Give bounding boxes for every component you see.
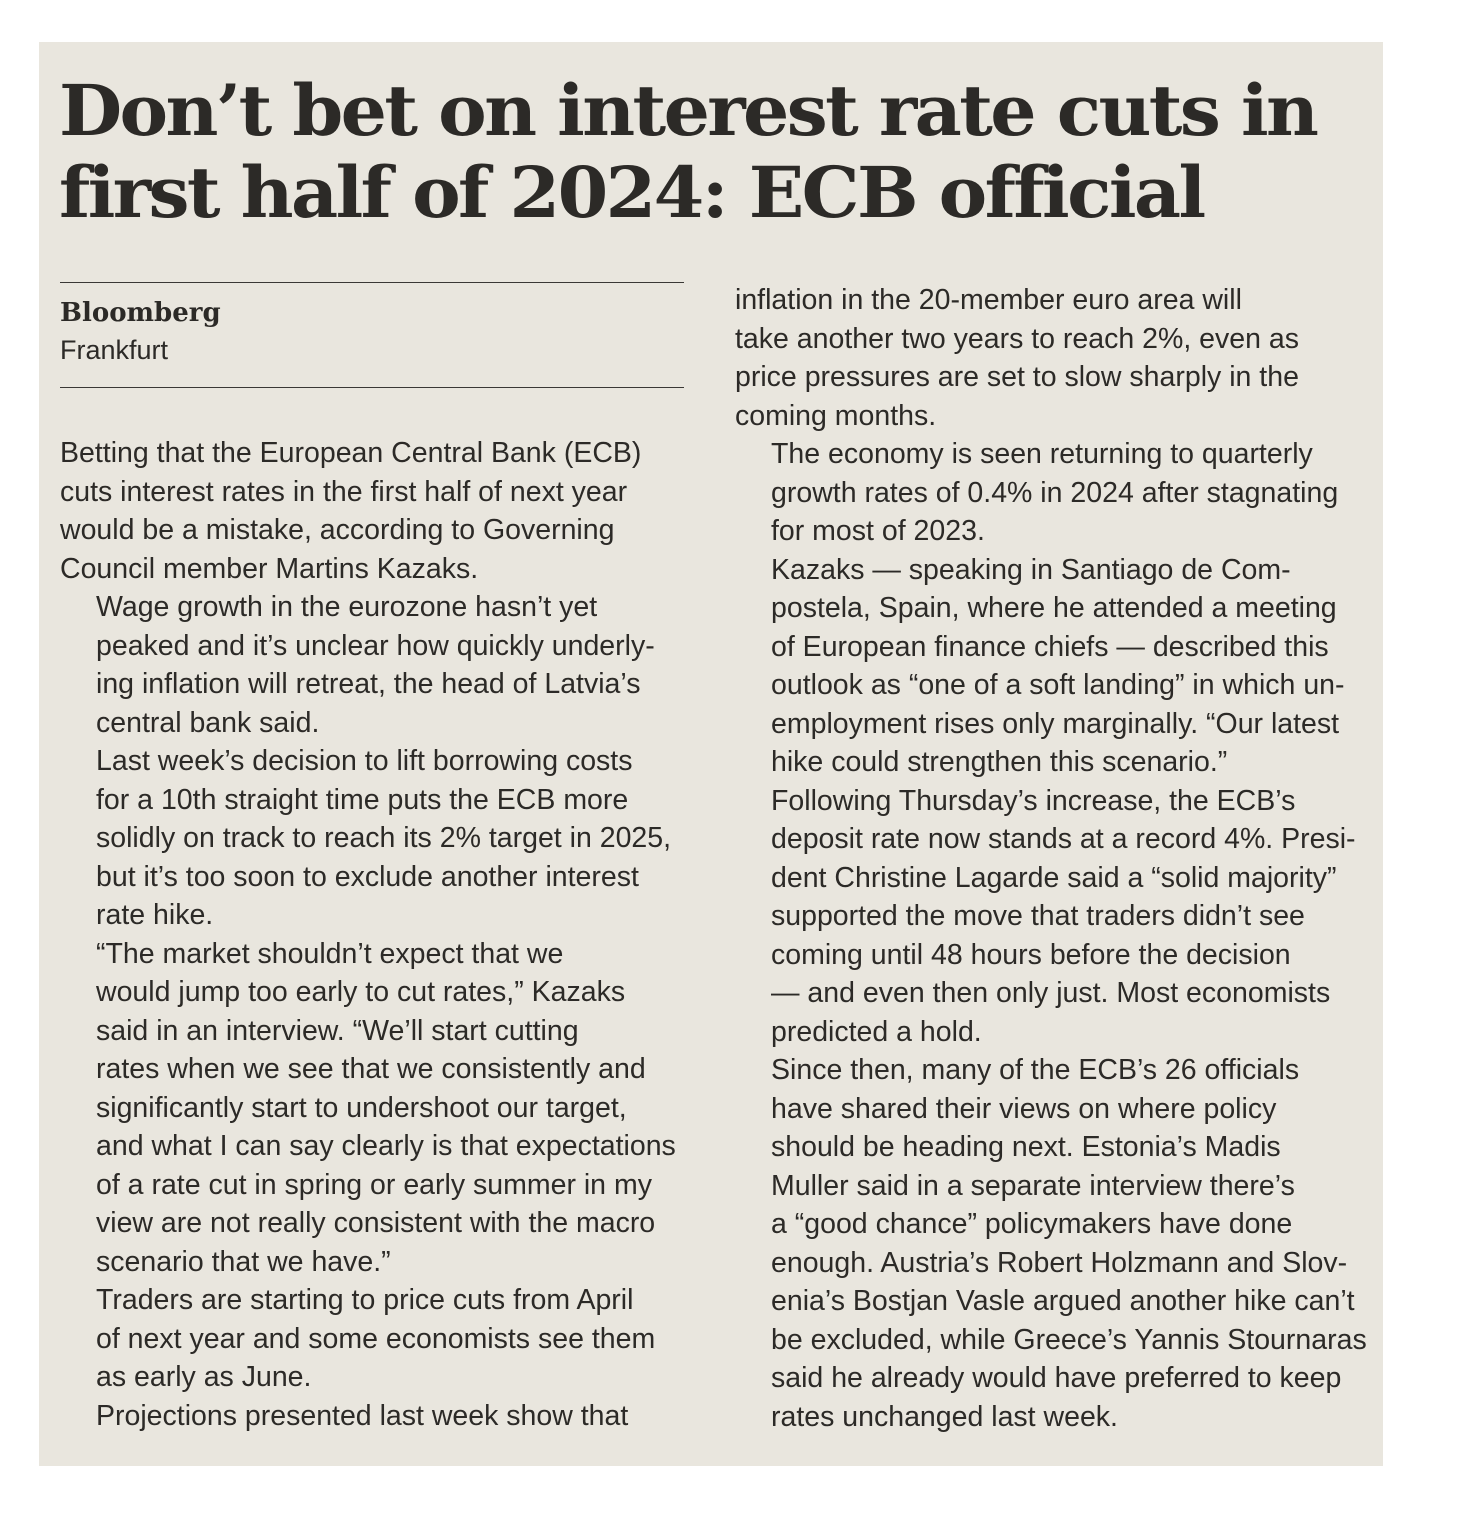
article-line: rates unchanged last week. <box>771 1400 1118 1433</box>
article-line: scenario that we have.” <box>96 1245 391 1278</box>
article-line: enough. Austria’s Robert Holzmann and Slov- <box>771 1246 1348 1279</box>
article-line: of European finance chiefs — described this <box>771 630 1329 663</box>
article-line: rate hike. <box>96 899 214 931</box>
article-line: employment rises only marginally. “Our latest <box>771 707 1340 740</box>
article-line: view are not really consistent with the macro <box>96 1207 656 1239</box>
byline-source: Bloomberg <box>60 298 221 328</box>
byline-dateline: Frankfurt <box>60 335 169 365</box>
article-line: have shared their views on where policy <box>771 1092 1277 1125</box>
article-line: Last week’s decision to lift borrowing costs <box>96 745 633 777</box>
article-line: Muller said in a separate interview there’s <box>771 1169 1295 1202</box>
article-line: Council member Martins Kazaks. <box>60 552 479 585</box>
byline <box>60 282 684 388</box>
article-line: coming until 48 hours before the decision <box>771 938 1291 971</box>
article-line: The economy is seen returning to quarterly <box>771 438 1313 470</box>
article-line: a “good chance” policymakers have done <box>771 1208 1293 1240</box>
article-paragraph <box>735 551 1365 782</box>
article-line: solidly on track to reach its 2% target in 2025, <box>96 822 672 854</box>
article-line: Kazaks — speaking in Santiago de Com- <box>771 553 1291 586</box>
article-line: take another two years to reach 2%, even as <box>735 322 1299 355</box>
article-paragraph <box>60 742 690 935</box>
article-line: of a rate cut in spring or early summer in my <box>96 1168 652 1201</box>
news-clipping <box>39 42 1383 1466</box>
article-line: hike could strengthen this scenario.” <box>771 746 1228 778</box>
headline-line: first half of 2024: ECB official <box>59 151 1204 234</box>
article-line: and what I can say clearly is that expectations <box>96 1130 676 1162</box>
article-line: enia’s Bostjan Vasle argued another hike can’t <box>771 1285 1355 1317</box>
article-line: Following Thursday’s increase, the ECB’s <box>771 784 1296 817</box>
article-line: dent Christine Lagarde said a “solid majority” <box>771 861 1337 894</box>
article-line: said in an interview. “We’ll start cutting <box>96 1014 579 1047</box>
article-line: rates when we see that we consistently and <box>96 1053 646 1085</box>
article-line: would jump too early to cut rates,” Kazaks <box>96 976 626 1008</box>
article-line: “The market shouldn’t expect that we <box>96 937 564 970</box>
headline-line: Don’t bet on interest rate cuts in <box>59 69 1317 152</box>
article-line: but it’s too soon to exclude another interest <box>96 860 639 893</box>
article-column-right <box>735 281 1365 1436</box>
article-line: would be a mistake, according to Governing <box>60 514 615 546</box>
article-paragraph <box>60 434 690 588</box>
article-paragraph <box>735 782 1365 1052</box>
article-line: should be heading next. Estonia’s Madis <box>771 1131 1281 1163</box>
article-line: for a 10th straight time puts the ECB more <box>96 783 629 816</box>
article-line: supported the move that traders didn’t see <box>771 900 1305 932</box>
article-line: cuts interest rates in the first half of next year <box>60 475 628 508</box>
article-paragraph <box>735 1051 1365 1436</box>
article-line: outlook as “one of a soft landing” in which un- <box>771 669 1345 701</box>
article-line: growth rates of 0.4% in 2024 after stagnating <box>771 476 1339 509</box>
article-line: ing inflation will retreat, the head of Latvia’s <box>96 668 641 700</box>
headline <box>59 70 1421 234</box>
article-paragraph <box>735 281 1365 435</box>
article-line: — and even then only just. Most economists <box>771 977 1331 1009</box>
article-line: Wage growth in the eurozone hasn’t yet <box>96 591 598 623</box>
article-line: coming months. <box>735 399 937 432</box>
article-paragraph <box>60 1397 690 1436</box>
article-line: deposit rate now stands at a record 4%. Presi- <box>771 823 1356 855</box>
article-line: Projections presented last week show that <box>96 1399 629 1432</box>
article-line: central bank said. <box>96 706 320 739</box>
article-line: peaked and it’s unclear how quickly underly- <box>96 629 655 662</box>
article-paragraph <box>60 588 690 742</box>
article-line: be excluded, while Greece’s Yannis Stournaras <box>771 1323 1367 1356</box>
article-line: predicted a hold. <box>771 1015 982 1048</box>
article-line: postela, Spain, where he attended a meeting <box>771 592 1337 624</box>
article-line: price pressures are set to slow sharply in the <box>735 361 1299 393</box>
article-paragraph <box>735 435 1365 551</box>
article-paragraph <box>60 935 690 1282</box>
article-line: for most of 2023. <box>771 515 985 547</box>
article-line: Betting that the European Central Bank (ECB) <box>60 437 642 469</box>
article-line: inflation in the 20-member euro area will <box>735 284 1242 316</box>
article-line: Traders are starting to price cuts from April <box>96 1284 634 1316</box>
article-column-left <box>60 434 690 1435</box>
article-line: of next year and some economists see them <box>96 1322 656 1355</box>
article-line: as early as June. <box>96 1361 312 1393</box>
article-line: said he already would have preferred to keep <box>771 1362 1342 1394</box>
article-line: Since then, many of the ECB’s 26 officials <box>771 1054 1300 1086</box>
article-line: significantly start to undershoot our target, <box>96 1091 627 1124</box>
article-paragraph <box>60 1281 690 1397</box>
